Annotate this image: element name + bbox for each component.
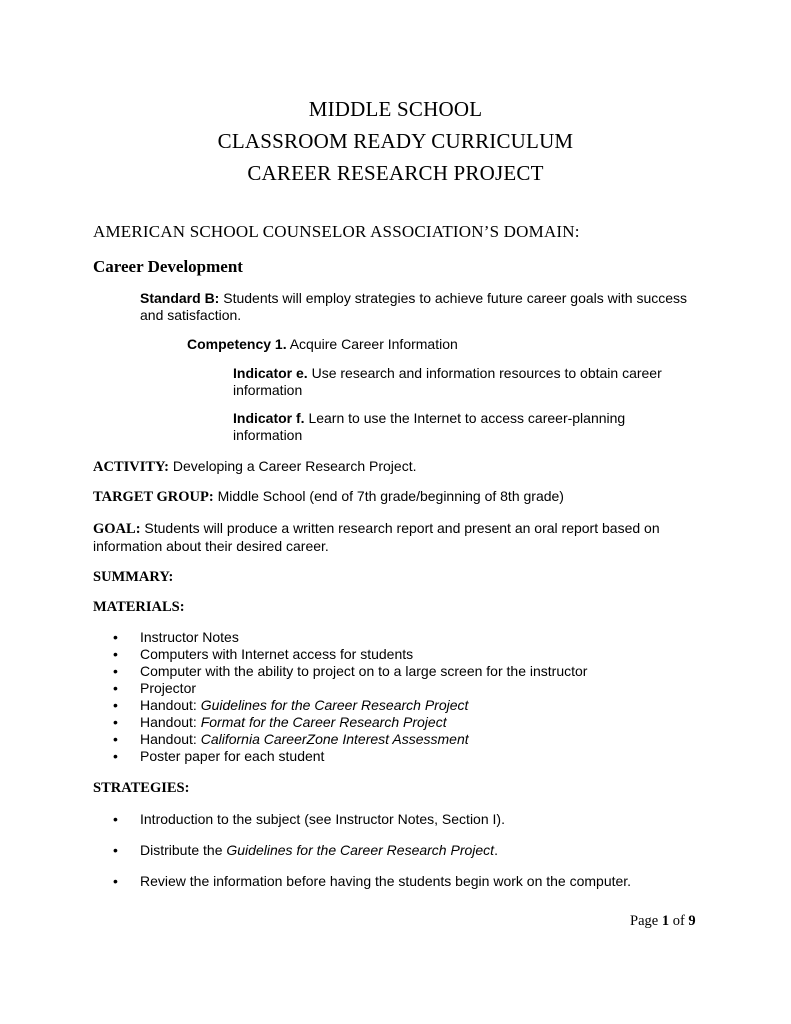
bullet-icon: • [113,629,118,645]
list-item: • Poster paper for each student [113,748,325,764]
bullet-icon: • [113,646,118,662]
bullet-icon: • [113,697,118,713]
page-number: Page 1 of 9 [630,913,696,929]
list-item: • Computer with the ability to project on to a large screen for the instructor [113,663,588,679]
bullet-icon: • [113,680,118,696]
target-group-text: Middle School (end of 7th grade/beginning of 8th grade) [217,488,564,504]
competency-label: Competency 1. [187,336,287,352]
title-line-3: CAREER RESEARCH PROJECT [247,161,544,185]
list-item: • Review the information before having the students begin work on the computer. [113,873,632,889]
list-item: • Handout: Format for the Career Research Project [113,714,447,730]
activity [93,458,416,476]
materials-list [113,629,587,765]
list-item: • Handout: California CareerZone Interest Assessment [113,731,469,747]
bullet-icon: • [113,842,118,858]
list-item: • Handout: Guidelines for the Career Research Project [113,697,469,713]
summary-heading: SUMMARY: [93,569,174,585]
target-group-label: TARGET GROUP: [93,489,214,505]
indicator-e-text-1: Use research and information resources to obtain career [311,365,662,381]
indicator-e-text-2: information [233,382,303,398]
goal-text-2: information about their desired career. [93,538,329,554]
career-development-heading: Career Development [93,257,243,276]
goal [93,520,713,555]
list-item: • Instructor Notes [113,629,239,645]
strategies-list [113,811,631,904]
standard-text-1: Students will employ strategies to achieve future career goals with success [223,290,688,306]
indicator-f-text-1: Learn to use the Internet to access career-planning [308,410,626,426]
strategies-heading: STRATEGIES: [93,780,190,796]
indicator-f-label: Indicator f. [233,410,305,426]
document-title [0,93,791,189]
title-line-1: MIDDLE SCHOOL [308,97,483,121]
standard-label: Standard B: [140,290,220,306]
standard-b [140,290,720,324]
indicator-f [233,410,693,444]
goal-label: GOAL: [93,521,141,537]
list-item: • Distribute the Guidelines for the Career Research Project. [113,842,498,858]
competency-1 [187,336,458,353]
domain-heading: AMERICAN SCHOOL COUNSELOR ASSOCIATION’S DOMAIN: [93,222,580,241]
list-item: • Projector [113,680,197,696]
target-group [93,488,564,506]
activity-label: ACTIVITY: [93,459,170,475]
title-line-2: CLASSROOM READY CURRICULUM [217,129,574,153]
goal-text-1: Students will produce a written research report and present an oral report based on [144,520,660,536]
materials-heading: MATERIALS: [93,599,185,615]
bullet-icon: • [113,731,118,747]
indicator-e-label: Indicator e. [233,365,308,381]
indicator-f-text-2: information [233,427,303,443]
activity-text: Developing a Career Research Project. [172,458,417,474]
competency-text: Acquire Career Information [289,336,458,352]
bullet-icon: • [113,714,118,730]
bullet-icon: • [113,811,118,827]
total-pages: 9 [688,913,696,929]
bullet-icon: • [113,748,118,764]
bullet-icon: • [113,663,118,679]
list-item: • Computers with Internet access for students [113,646,414,662]
standard-text-2: and satisfaction. [140,307,242,323]
current-page: 1 [661,913,670,929]
list-item: • Introduction to the subject (see Instructor Notes, Section I). [113,811,505,827]
bullet-icon: • [113,873,118,889]
indicator-e [233,365,693,399]
